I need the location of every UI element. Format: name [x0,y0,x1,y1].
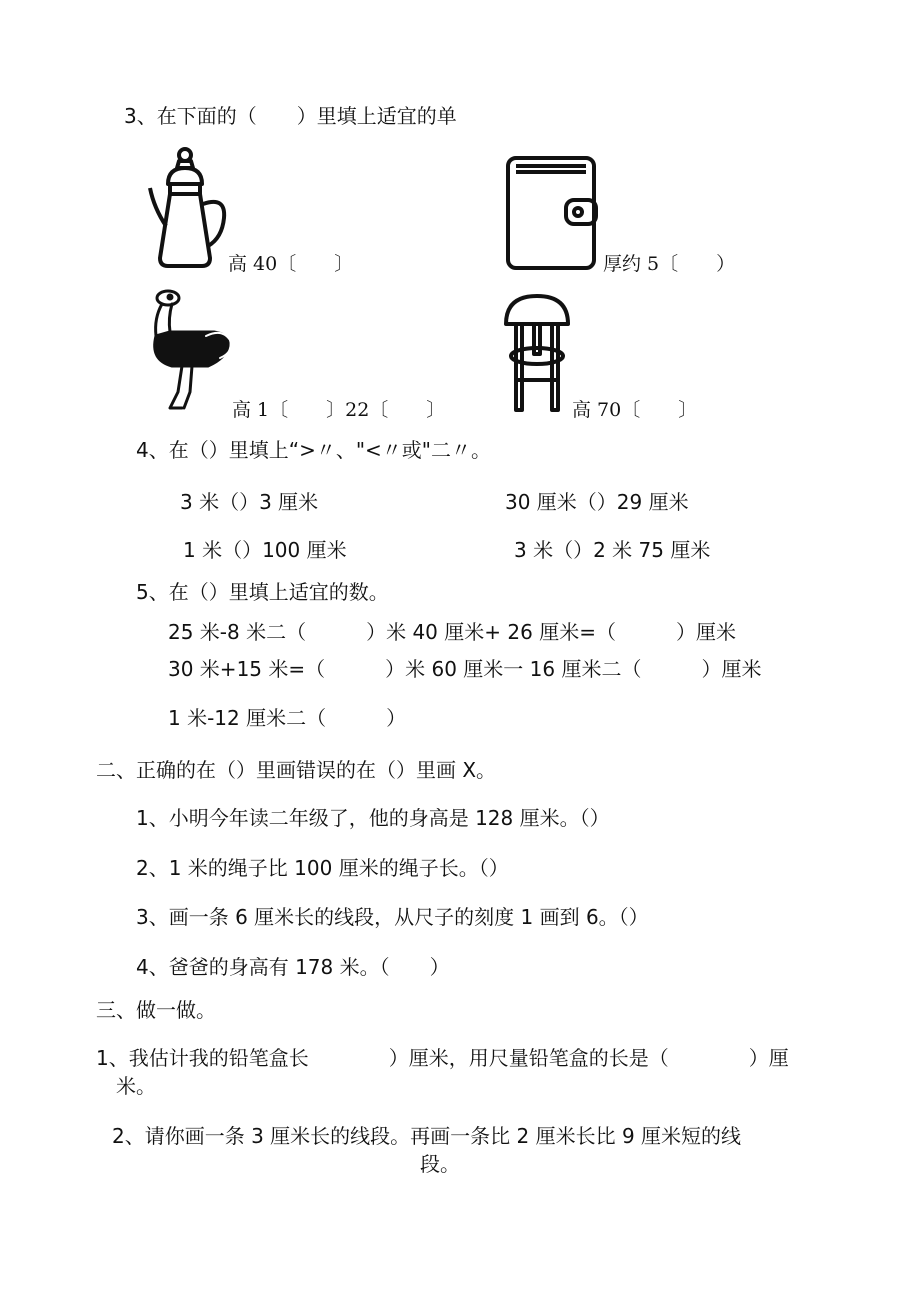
book-icon [502,152,604,272]
q3-title: 3、在下面的（ ）里填上适宜的单 [124,104,457,128]
ostrich-icon [148,288,236,414]
judgement-item: 1、小明今年读二年级了，他的身高是 128 厘米。（） [136,806,610,830]
judgement-item: 2、1 米的绳子比 100 厘米的绳子长。（） [136,856,509,880]
activity-1-line-1: 1、我估计我的铅笔盒长 ）厘米，用尺量铅笔盒的长是（ ）厘 [96,1046,789,1070]
ostrich-caption: 高 1〔 〕22〔 〕 [232,399,446,421]
q4-item: 30 厘米（）29 厘米 [505,490,689,514]
stool-caption: 高 70〔 〕 [572,399,698,421]
q5-line: 25 米-8 米二（ ）米 40 厘米+ 26 厘米=（ ）厘米 [168,620,736,644]
kettle-icon [146,146,232,272]
activity-2-line-1: 2、请你画一条 3 厘米长的线段。再画一条比 2 厘米长比 9 厘米短的线 [112,1124,742,1148]
q4-item: 1 米（）100 厘米 [183,538,347,562]
q5-title: 5、在（）里填上适宜的数。 [136,580,389,604]
q4-title: 4、在（）里填上“>〃、"<〃或"二〃。 [136,438,491,462]
stool-icon [500,290,574,414]
q5-line: 30 米+15 米=（ ）米 60 厘米一 16 厘米二（ ）厘米 [168,657,762,681]
q5-line: 1 米-12 厘米二（ ） [168,706,407,730]
activity-2-line-2: 段。 [420,1152,460,1176]
activity-1-line-2: 米。 [116,1074,156,1098]
section-three-title: 三、做一做。 [96,998,216,1022]
book-caption: 厚约 5〔 ） [603,253,736,275]
judgement-item: 3、画一条 6 厘米长的线段，从尺子的刻度 1 画到 6。（） [136,905,649,929]
kettle-caption: 高 40〔 〕 [228,253,354,275]
q4-item: 3 米（）2 米 75 厘米 [514,538,711,562]
q4-item: 3 米（）3 厘米 [180,490,319,514]
section-two-title: 二、正确的在（）里画错误的在（）里画 X。 [96,758,497,782]
judgement-item: 4、爸爸的身高有 178 米。（ ） [136,955,450,979]
